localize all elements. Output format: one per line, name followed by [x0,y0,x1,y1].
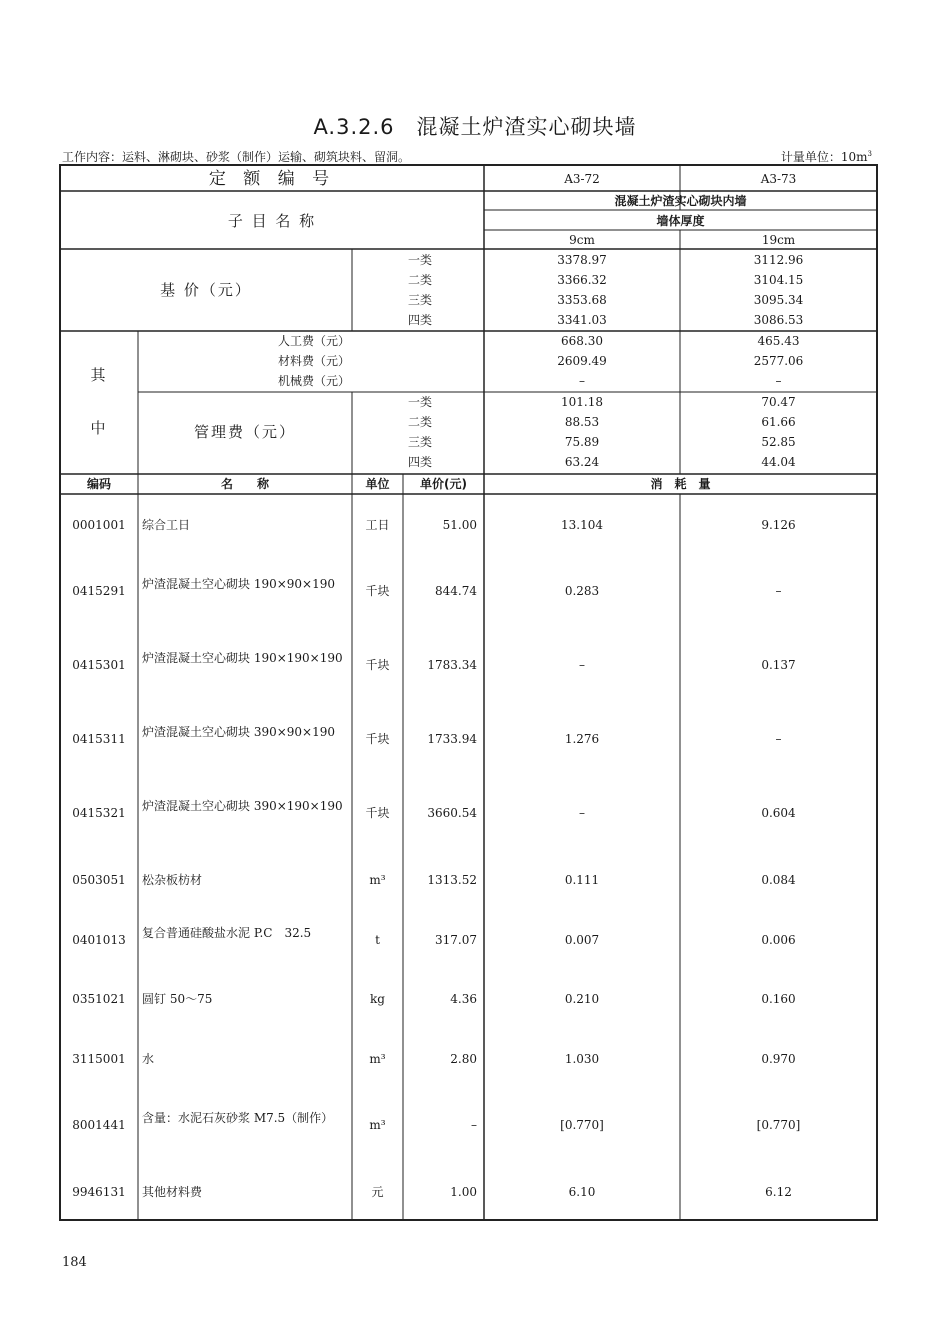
material-a: 2609.49 [557,354,607,368]
item-consumption-a3-72: 0.210 [564,992,600,1006]
item-price: 844.74 [435,584,477,598]
measure-unit-sup: 3 [867,150,872,158]
item-consumption-a3-73: 6.12 [765,1185,792,1199]
item-consumption-a3-72: 6.10 [568,1185,596,1199]
item-unit: 千块 [365,584,390,598]
item-consumption-a3-73: 0.137 [761,658,796,672]
item-name: 炉渣混凝土空心砌块 190×90×190 [142,577,336,591]
mgmt-b-4: 44.04 [761,455,796,469]
item-consumption-a3-73: 0.160 [761,992,796,1006]
item-code: 8001441 [72,1118,126,1132]
item-consumption-a3-72: 0.007 [564,933,600,947]
item-price: 1313.52 [427,873,477,887]
item-code: 0415301 [72,658,126,672]
item-name: 松杂板枋材 [142,873,203,887]
mgmt-a-2: 88.53 [564,415,600,429]
item-price: 51.00 [442,518,477,532]
item-code: 0415311 [72,732,126,746]
base-class-4: 四类 [407,313,432,327]
item-code: 0415321 [72,806,126,820]
item-consumption-a3-72: 0.283 [564,584,600,598]
item-name: 水 [142,1052,155,1066]
col-name: 名 称 [220,477,269,491]
item-unit: 千块 [365,658,390,672]
base-b-2: 3104.15 [753,273,804,287]
thickness-label: 墙体厚度 [656,214,705,228]
item-name: 综合工日 [142,518,191,532]
item-price: – [471,1118,477,1132]
mgmt-b-2: 61.66 [761,415,796,429]
item-consumption-a3-73: 0.604 [761,806,796,820]
item-consumption-a3-73: 0.006 [761,933,796,947]
item-code: 0401013 [72,933,126,947]
base-b-4: 3086.53 [753,313,804,327]
item-consumption-a3-73: 0.970 [761,1052,796,1066]
base-a-3: 3353.68 [557,293,607,307]
labor-a: 668.30 [561,334,603,348]
mgmt-b-1: 70.47 [761,395,796,409]
item-price: 3660.54 [427,806,477,820]
mgmt-a-4: 63.24 [564,455,600,469]
mgmt-class-2: 二类 [407,415,432,429]
item-unit: 工日 [365,518,390,532]
item-consumption-a3-72: 0.111 [564,873,600,887]
item-unit: m³ [369,873,386,887]
work-content: 工作内容：运料、淋砌块、砂浆（制作）运输、砌筑块料、留洞。 [62,150,411,164]
base-class-1: 一类 [407,253,432,267]
mgmt-class-1: 一类 [407,395,432,409]
mgmt-label: 管理费（元） [193,423,296,441]
base-a-4: 3341.03 [557,313,607,327]
mgmt-class-3: 三类 [407,435,432,449]
item-price: 317.07 [435,933,477,947]
item-price: 2.80 [450,1052,477,1066]
mgmt-class-4: 四类 [407,455,432,469]
page-number: 184 [62,1255,87,1270]
item-name: 炉渣混凝土空心砌块 390×190×190 [142,799,343,813]
col-consumption: 消 耗 量 [650,477,711,491]
item-name-label: 子 目 名 称 [227,212,317,230]
base-class-2: 二类 [407,273,432,287]
item-unit: 元 [371,1185,384,1199]
col-code: 编码 [86,477,111,491]
item-code: 9946131 [72,1185,126,1199]
item-code: 0415291 [72,584,126,598]
item-code: 0351021 [72,992,126,1006]
base-price-label: 基 价（元） [160,281,252,299]
item-consumption-a3-73: 0.084 [761,873,796,887]
item-consumption-a3-73: – [775,584,782,598]
item-code: 0001001 [72,518,126,532]
item-name: 复合普通硅酸盐水泥 P.C 32.5 [142,926,312,940]
base-a-1: 3378.97 [557,253,607,267]
col-price: 单价(元) [420,477,467,491]
thickness-19cm: 19cm [761,233,796,247]
item-name: 炉渣混凝土空心砌块 390×90×190 [142,725,336,739]
quota-no-label: 定 额 编 号 [208,169,336,189]
item-consumption-a3-72: 1.030 [564,1052,600,1066]
item-name: 圆钉 50～75 [142,992,213,1006]
item-consumption-a3-72: [0.770] [560,1118,604,1132]
machine-b: – [775,374,782,388]
item-consumption-a3-72: 1.276 [564,732,600,746]
item-unit: m³ [369,1118,386,1132]
mgmt-b-3: 52.85 [761,435,796,449]
item-unit: t [375,933,380,947]
labor-b: 465.43 [757,334,800,348]
item-consumption-a3-72: 13.104 [561,518,603,532]
col-unit: 单位 [365,477,390,491]
item-name: 炉渣混凝土空心砌块 190×190×190 [142,651,343,665]
of-which-label-1: 其 [90,366,108,384]
thickness-9cm: 9cm [569,233,595,247]
code-a3-73: A3-73 [760,172,797,186]
material-b: 2577.06 [753,354,804,368]
item-unit: m³ [369,1052,386,1066]
item-unit: kg [370,992,385,1006]
machine-a: – [579,374,585,388]
base-class-3: 三类 [407,293,432,307]
item-name: 其他材料费 [142,1185,203,1199]
item-price: 1783.34 [427,658,477,672]
item-unit: 千块 [365,732,390,746]
item-price: 1733.94 [427,732,477,746]
item-consumption-a3-73: – [775,732,782,746]
item-name: 混凝土炉渣实心砌块内墙 [614,194,747,208]
mgmt-a-1: 101.18 [561,395,603,409]
item-price: 1.00 [450,1185,477,1199]
item-code: 3115001 [72,1052,126,1066]
material-label: 材料费（元） [277,354,350,368]
labor-label: 人工费（元） [277,334,350,348]
machine-label: 机械费（元） [277,374,350,388]
item-code: 0503051 [72,873,126,887]
of-which-label-2: 中 [90,419,108,437]
item-price: 4.36 [450,992,477,1006]
item-consumption-a3-73: 9.126 [761,518,796,532]
code-a3-72: A3-72 [564,172,600,186]
item-name: 含量：水泥石灰砂浆 M7.5（制作） [142,1111,334,1125]
item-consumption-a3-73: [0.770] [756,1118,801,1132]
base-b-1: 3112.96 [753,253,804,267]
base-b-3: 3095.34 [753,293,804,307]
mgmt-a-3: 75.89 [564,435,600,449]
page-title: A.3.2.6 混凝土炉渣实心砌块墙 [313,115,637,139]
item-consumption-a3-72: – [579,658,585,672]
base-a-2: 3366.32 [557,273,607,287]
item-consumption-a3-72: – [579,806,585,820]
measure-unit-label: 计量单位：10m [780,150,868,164]
item-unit: 千块 [365,806,390,820]
